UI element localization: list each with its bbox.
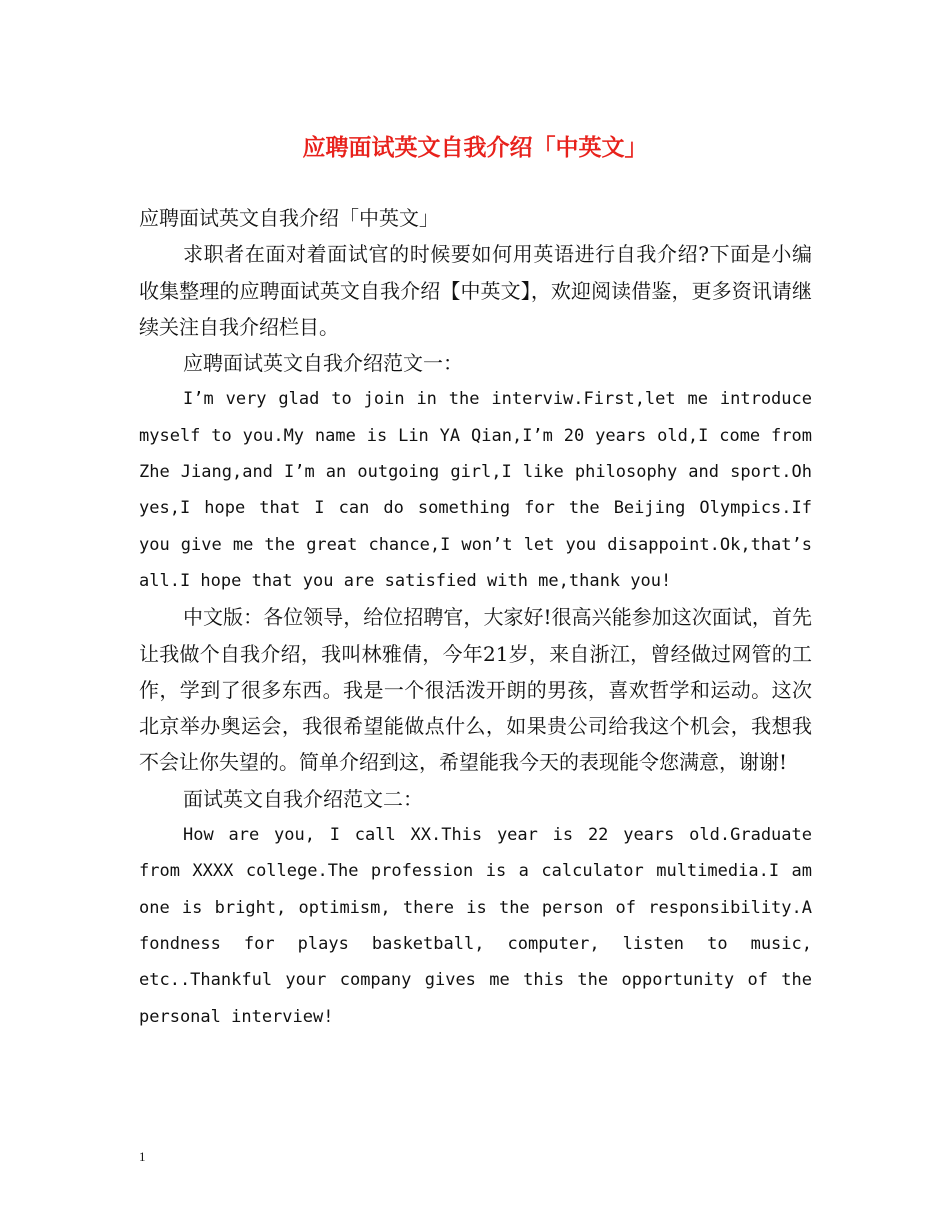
sample-one-chinese: 中文版：各位领导，给位招聘官，大家好!很高兴能参加这次面试，首先让我做个自我介绍，我叫林雅倩，今年21岁，来自浙江，曾经做过网管的工作，学到了很多东西。我是一个很活泼开朗的男孩，喜欢哲学和运动。这次北京举办奥运会，我很希望能做点什么，如果贵公司给我这个机会，我想我不会让你失望的。简单介绍到这，希望能我今天的表现能令您满意，谢谢! bbox=[139, 605, 812, 775]
sample-one-heading: 应聘面试英文自我介绍范文一： bbox=[183, 351, 463, 376]
page-number: 1 bbox=[139, 1149, 146, 1164]
sample-one-english: I’m very glad to join in the interviw.First,let me introduce myself to you.My name is Lin YA Qian,I’m 20 years old,I come from Zhe Jiang,and I’m an outgoing girl,I like philosophy and sport.Oh yes,I hope that I can do something for the Beijing Olympics.If you give me the great chance,I won’t let you disappoint.Ok,that’s all.I hope that you are satisfied with me,thank you! bbox=[139, 389, 812, 591]
intro-paragraph: 求职者在面对着面试官的时候要如何用英语进行自我介绍?下面是小编收集整理的应聘面试英文自我介绍【中英文】，欢迎阅读借鉴，更多资讯请继续关注自我介绍栏目。 bbox=[139, 242, 812, 339]
document-body bbox=[139, 200, 812, 1035]
sample-two-english: How are you, I call XX.This year is 22 years old.Graduate from XXXX college.The profession is a calculator multimedia.I am one is bright, optimism, there is the person of responsibility.A fondness for plays basketball, computer, listen to music, etc..Thankful your company gives me this the opportunity of the personal interview! bbox=[139, 825, 812, 1027]
subtitle-paragraph: 应聘面试英文自我介绍「中英文」 bbox=[139, 206, 439, 230]
document-title: 应聘面试英文自我介绍「中英文」 bbox=[302, 134, 648, 161]
sample-two-heading: 面试英文自我介绍范文二： bbox=[183, 786, 423, 811]
